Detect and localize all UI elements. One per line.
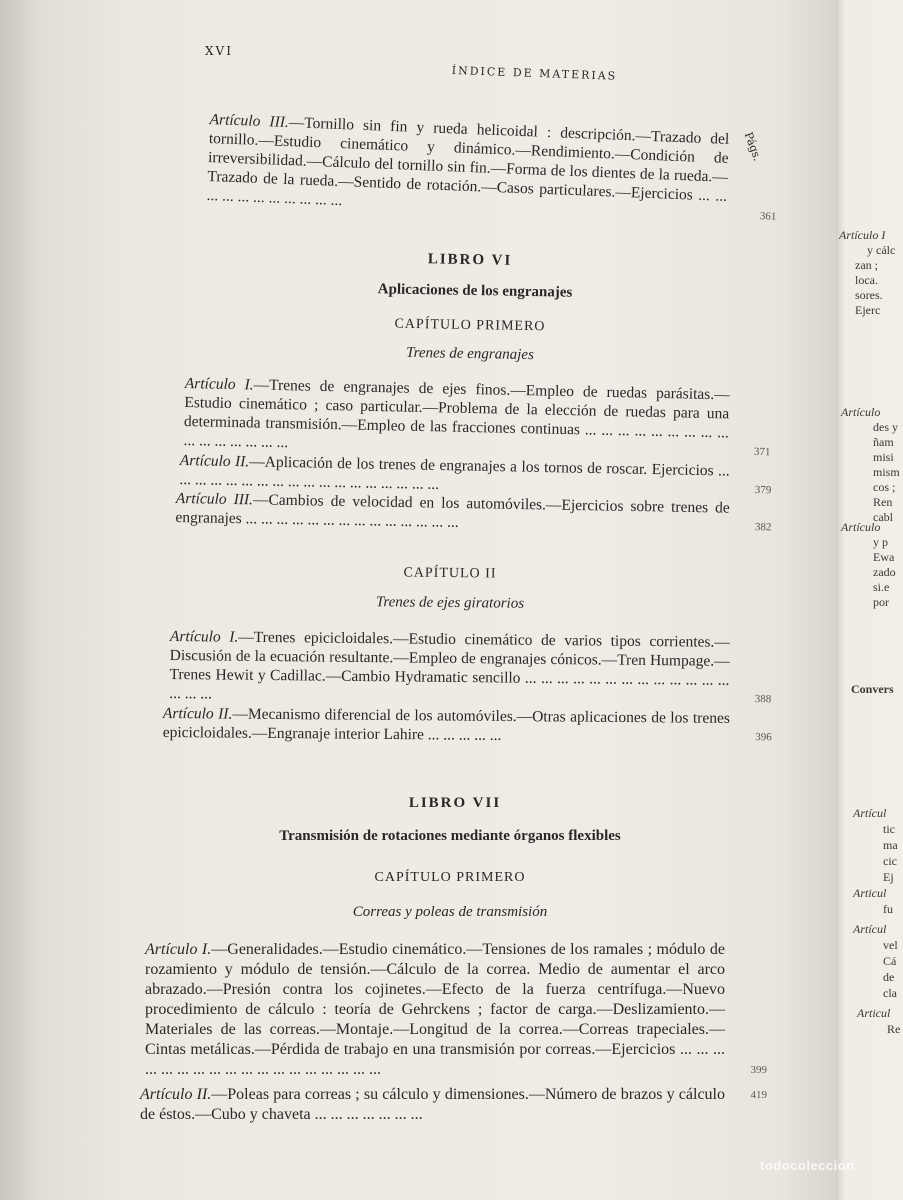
fragment-text: Ej <box>883 870 894 884</box>
index-entry <box>183 374 771 461</box>
watermark-logo: todocoleccion <box>760 1158 855 1173</box>
entry-label: Artículo II. <box>162 704 233 723</box>
fragment-text: zan ; <box>855 258 878 272</box>
entry-label: Artículo II. <box>140 1086 212 1103</box>
entry-page: 399 <box>750 1064 767 1076</box>
fragment-text: por <box>873 595 889 609</box>
book-subtitle: Aplicaciones de los engranajes <box>377 281 573 301</box>
fragment-text: cabl <box>873 510 893 524</box>
fragment-text: Articul <box>853 886 887 900</box>
chapter-heading: CAPÍTULO II <box>403 565 497 582</box>
fragment-text: cla <box>883 986 897 1000</box>
book-heading: LIBRO VII <box>408 795 502 811</box>
fragment-text: mism <box>873 465 900 479</box>
fragment-text: cic <box>883 854 897 868</box>
entry-page: 361 <box>759 210 777 223</box>
fragment-text: y cálc <box>867 243 896 257</box>
entry-label: Artículo I. <box>169 627 239 646</box>
pages-column-label: Págs. <box>741 130 765 163</box>
fragment-text: Articul <box>857 1006 891 1020</box>
entry-page: 379 <box>754 484 772 497</box>
entry-text: —Cambios de velocidad en los automóviles.—Ejercicios sobre trenes de engranajes ... ... ... ... ... ... ... ... ... ... ... ... ... ... <box>175 491 730 531</box>
entry-page: 371 <box>753 445 771 459</box>
entry-text: —Trenes de engranajes de ejes finos.—Empleo de ruedas parásitas.—Estudio cinemático ; caso particular.—Problema de la elección de ruedas para una determinada transmisión.—Empleo de las fracciones continuas ... ... ... ... ... ... ... ... ... ... ... ... ... ... ... ... <box>183 376 730 452</box>
fragment-text: Artícul <box>853 806 887 820</box>
index-entry <box>140 1085 767 1125</box>
entry-page: 388 <box>754 693 772 706</box>
index-entry <box>145 940 767 1080</box>
fragment-text: loca. <box>855 273 878 287</box>
entry-text: —Mecanismo diferencial de los automóviles.—Otras aplicaciones de los trenes epicicloidales.—Engranaje interior Lahire ... ... ... ... ... <box>162 705 730 744</box>
entry-label: Artículo III. <box>175 489 254 509</box>
entry-label: Artículo I. <box>145 941 212 958</box>
facing-page-fragment <box>836 0 903 1200</box>
fragment-text: vel <box>883 938 898 952</box>
fragment-text: Convers <box>851 682 894 696</box>
fragment-text: Ewa <box>873 550 895 564</box>
fragment-text: Artículo <box>841 405 881 419</box>
fragment-text: si.e <box>873 580 890 594</box>
fragment-text: Ren <box>873 495 893 509</box>
fragment-text: Re <box>887 1022 901 1036</box>
chapter-heading: CAPÍTULO PRIMERO <box>374 870 526 885</box>
fragment-text: Artículo I <box>839 228 886 242</box>
entry-page: 419 <box>750 1089 767 1101</box>
fragment-text: misi <box>873 450 894 464</box>
book-subtitle: Transmisión de rotaciones mediante órganos flexibles <box>279 828 621 844</box>
fragment-text: zado <box>873 565 896 579</box>
fragment-text: des y <box>873 420 898 434</box>
chapter-name: Trenes de ejes giratorios <box>375 594 525 612</box>
running-title: ÍNDICE DE MATERIAS <box>451 64 618 83</box>
entry-text: —Generalidades.—Estudio cinemático.—Tensiones de los ramales ; módulo de rozamiento y módulo de tensión.—Cálculo de la correa. Medio de aumentar el arco abrazado.—Presión contra los cojinetes.—Efecto de la fuerza centrífuga.—Nuevo procedimiento de cálculo : teoría de Gehrckens ; factor de carga.—Deslizamiento.—Materiales de las correas.—Montaje.—Longitud de la correa.—Correas trapeciales.—Cintas metálicas.—Pérdida de trabajo en una transmisión por correas.—Ejercicios ... ... ... ... ... ... ... ... ... ... ... ... ... ... ... ... ... ... <box>145 941 726 1078</box>
entry-page: 396 <box>755 731 772 744</box>
entry-text: —Poleas para correas ; su cálculo y dimensiones.—Número de brazos y cálculo de éstos.—Cubo y chaveta ... ... ... ... ... ... ... <box>140 1086 725 1123</box>
entry-page: 382 <box>754 521 772 534</box>
chapter-name: Correas y poleas de transmisión <box>352 904 548 920</box>
fragment-text: ñam <box>873 435 894 449</box>
fragment-text: sores. <box>855 288 883 302</box>
fragment-text: tic <box>883 822 895 836</box>
fragment-text: y p <box>873 535 888 549</box>
index-entry <box>169 627 772 709</box>
index-entry <box>162 704 772 747</box>
book-heading: LIBRO VI <box>427 251 513 269</box>
entry-label: Artículo III. <box>209 110 290 132</box>
fragment-text: Artículo <box>841 520 881 534</box>
page-numeral: XVI <box>205 44 233 58</box>
entry-label: Artículo II. <box>179 451 250 471</box>
chapter-heading: CAPÍTULO PRIMERO <box>394 316 546 335</box>
fragment-text: de <box>883 970 895 984</box>
chapter-name: Trenes de engranajes <box>405 344 535 364</box>
fragment-text: Ejerc <box>855 303 881 317</box>
fragment-text: fu <box>883 902 893 916</box>
entry-text: —Aplicación de los trenes de engranajes a los tornos de roscar. Ejercicios ... ... ... ... ... ... ... ... ... ... ... ... ... ... ... ... ... ... <box>179 453 730 493</box>
entry-text: —Trenes epicicloidales.—Estudio cinemático de varios tipos corrientes.—Discusión de la ecuación resultante.—Empleo de engranajes cónicos.—Tren Humpage.—Trenes Hewit y Cadillac.—Cambio Hydramatic sencillo ... ... ... ... ... ... ... ... ... ... ... ... ... ... ... ... <box>169 628 730 703</box>
fragment-text: ma <box>883 838 898 852</box>
entry-label: Artículo I. <box>184 374 254 394</box>
fragment-text: Cá <box>883 954 897 968</box>
fragment-text: cos ; <box>873 480 896 494</box>
entry-text: —Tornillo sin fin y rueda helicoidal : descripción.—Trazado del tornillo.—Estudio cinemático y dinámico.—Rendimiento.—Condición de irreversibilidad.—Cálculo del tornillo sin fin.—Forma de los dientes de la rueda.—Trazado de la rueda.—Sentido de rotación.—Casos particulares.—Ejercicios ... ... ... ... ... ... ... ... ... ... ... <box>206 114 730 210</box>
fragment-text: Artícul <box>853 922 887 936</box>
